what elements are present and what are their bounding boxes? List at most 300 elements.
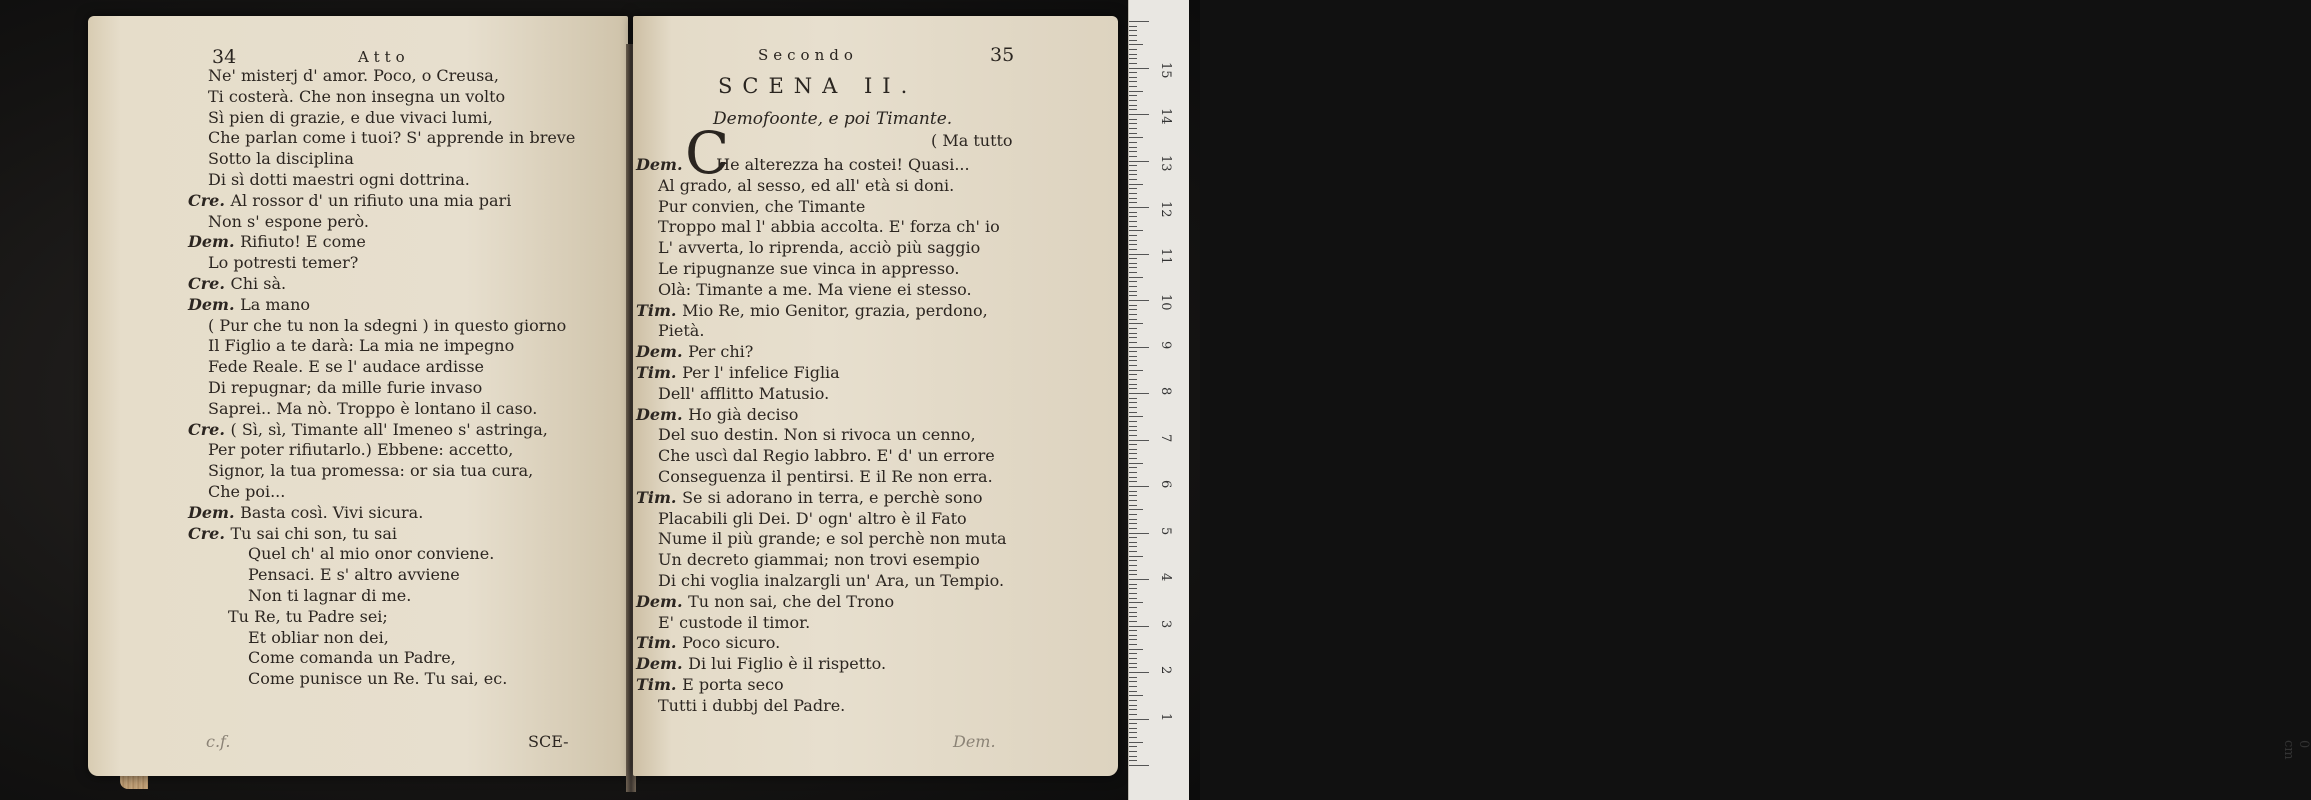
ruler-tick <box>1129 430 1137 431</box>
text-line <box>188 524 397 544</box>
ruler-tick <box>1129 500 1137 501</box>
speaker-label: Dem. <box>636 155 689 174</box>
ruler-tick <box>1129 649 1143 650</box>
ruler-tick <box>1129 663 1137 664</box>
speaker-label: Dem. <box>188 294 241 314</box>
ruler-tick <box>1129 746 1137 747</box>
ruler-tick <box>1129 95 1137 96</box>
line-text: Chi sà. <box>230 274 287 293</box>
speaker-label: Tim. <box>636 300 683 320</box>
line-text: Ho già deciso <box>688 404 799 424</box>
ruler-tick <box>1129 672 1149 673</box>
text-line <box>208 378 482 398</box>
ruler-tick <box>1129 416 1143 417</box>
ruler-number: 12 <box>1158 201 1173 218</box>
ruler-tick <box>1129 54 1137 55</box>
ruler-tick <box>1129 151 1137 152</box>
ruler-tick <box>1129 723 1137 724</box>
text-line <box>636 488 983 508</box>
ruler-tick <box>1129 30 1137 31</box>
text-line <box>208 253 358 273</box>
scene-characters: Demofoonte, e poi Timante. <box>713 109 953 129</box>
ruler-tick <box>1129 514 1137 515</box>
ruler-tick <box>1129 426 1137 427</box>
text-line <box>658 550 980 570</box>
text-line <box>248 628 389 648</box>
ruler-tick <box>1129 323 1143 324</box>
stage-note: ( Ma tutto <box>931 131 1013 150</box>
line-text: Rifiuto! E come <box>240 232 366 252</box>
ruler-tick <box>1129 77 1137 78</box>
left-page <box>88 16 628 776</box>
ruler-tick <box>1129 584 1137 585</box>
ruler-number: 10 <box>1158 294 1173 311</box>
ruler-tick <box>1129 570 1137 571</box>
text-line <box>188 232 366 252</box>
ruler-tick <box>1129 677 1137 678</box>
ruler-tick <box>1129 756 1137 757</box>
ruler-tick <box>1129 546 1137 547</box>
ruler-tick <box>1129 412 1137 413</box>
ruler-tick <box>1129 161 1149 162</box>
text-line <box>208 440 513 460</box>
text-line <box>636 675 784 695</box>
ruler-tick <box>1129 472 1137 473</box>
ruler-tick <box>1129 174 1137 175</box>
line-text: Per l' infelice Figlia <box>682 363 840 382</box>
ruler-tick <box>1129 35 1137 36</box>
ruler-tick <box>1129 230 1143 231</box>
line-text: Pur convien, che Timante <box>658 196 866 216</box>
text-line <box>658 571 1004 591</box>
ruler-tick <box>1129 560 1137 561</box>
ruler-tick <box>1129 347 1149 348</box>
ruler-tick <box>1129 616 1137 617</box>
text-line <box>248 544 494 564</box>
ruler-tick <box>1129 519 1137 520</box>
ruler-tick <box>1129 732 1137 733</box>
ruler-tick <box>1129 365 1137 366</box>
speaker-label: Tim. <box>636 487 683 507</box>
ruler-tick <box>1129 305 1137 306</box>
ruler-tick <box>1129 249 1137 250</box>
text-line <box>658 238 980 258</box>
ruler-tick <box>1129 337 1137 338</box>
line-text: Placabili gli Dei. D' ogn' altro è il Fato <box>658 508 967 528</box>
speaker-label: Cre. <box>188 274 231 293</box>
ruler-tick <box>1129 258 1137 259</box>
text-line <box>636 342 753 362</box>
line-text: L' avverta, lo riprenda, acciò più saggio <box>658 238 981 258</box>
ruler-tick <box>1129 588 1137 589</box>
line-text: Saprei.. Ma nò. Troppo è lontano il caso. <box>208 398 538 418</box>
ruler-tick <box>1129 639 1137 640</box>
ruler-tick <box>1129 267 1137 268</box>
line-text: Mio Re, mio Genitor, grazia, perdono, <box>682 300 988 320</box>
text-line <box>228 607 388 627</box>
ruler-tick <box>1129 170 1137 171</box>
speaker-label: Tim. <box>636 363 683 382</box>
ruler-tick <box>1129 695 1143 696</box>
line-text: Tu non sai, che del Trono <box>688 591 895 611</box>
text-line <box>658 425 976 445</box>
ruler-tick <box>1129 356 1137 357</box>
ruler-tick <box>1129 156 1137 157</box>
text-line <box>208 461 533 481</box>
right-running-head: Secondo <box>758 46 858 64</box>
ruler-tick <box>1129 728 1137 729</box>
left-faint-mark: c.f. <box>206 732 231 751</box>
ruler-tick <box>1129 212 1137 213</box>
text-line <box>248 648 456 668</box>
ruler-tick <box>1129 184 1143 185</box>
ruler-tick <box>1129 179 1137 180</box>
right-page <box>633 16 1118 776</box>
text-line <box>658 446 995 466</box>
text-line <box>188 503 423 523</box>
ruler-tick <box>1129 598 1137 599</box>
ruler-tick <box>1129 458 1137 459</box>
ruler-tick <box>1129 254 1149 255</box>
ruler-tick <box>1129 100 1137 101</box>
ruler-tick <box>1129 370 1143 371</box>
text-line <box>658 280 972 300</box>
ruler-tick <box>1129 165 1137 166</box>
ruler-tick <box>1129 91 1143 92</box>
speaker-label: Dem. <box>636 591 689 611</box>
line-text: Di chi voglia inalzargli un' Ara, un Tempio. <box>658 571 1005 590</box>
open-book <box>58 16 1078 786</box>
line-text: Di lui Figlio è il rispetto. <box>688 654 887 674</box>
ruler-tick <box>1129 21 1149 22</box>
ruler-tick <box>1129 705 1137 706</box>
ruler-tick <box>1129 295 1137 296</box>
scene-title: SCENA II. <box>718 74 918 98</box>
ruler-tick <box>1129 435 1137 436</box>
text-line <box>658 321 704 341</box>
ruler-tick <box>1129 72 1137 73</box>
text-line <box>636 405 798 425</box>
ruler-tick <box>1129 374 1137 375</box>
line-text: He alterezza ha costei! Quasi... <box>716 155 970 174</box>
line-text: Sì pien di grazie, e due vivaci lumi, <box>208 107 493 127</box>
speaker-label: Tim. <box>636 633 683 653</box>
line-text: Tu sai chi son, tu sai <box>230 523 397 543</box>
ruler-number: 9 <box>1158 340 1173 349</box>
text-line <box>188 295 310 315</box>
ruler-tick <box>1129 700 1137 701</box>
text-line <box>248 565 460 585</box>
ruler-tick <box>1129 240 1137 241</box>
ruler-number: 7 <box>1158 433 1173 442</box>
ruler-tick <box>1129 291 1137 292</box>
text-line <box>658 696 845 716</box>
ruler-tick <box>1129 63 1137 64</box>
speaker-label: Cre. <box>188 190 231 210</box>
ruler-tick <box>1129 351 1137 352</box>
ruler-tick <box>1129 681 1137 682</box>
line-text: Non s' espone però. <box>208 211 369 231</box>
ruler-tick <box>1129 328 1137 329</box>
ruler-tick <box>1129 593 1137 594</box>
ruler-tick <box>1129 486 1149 487</box>
speaker-label: Cre. <box>188 419 231 439</box>
speaker-label: Tim. <box>636 675 683 694</box>
ruler-tick <box>1129 760 1137 761</box>
ruler-tick <box>1129 221 1137 222</box>
ruler-tick <box>1129 114 1149 115</box>
ruler-tick <box>1129 49 1137 50</box>
line-text: Basta così. Vivi sicura. <box>240 502 424 522</box>
line-text: Per chi? <box>688 342 754 362</box>
ruler-tick <box>1129 612 1137 613</box>
ruler-tick <box>1129 300 1149 301</box>
line-text: Sotto la disciplina <box>208 149 354 169</box>
ruler-tick <box>1129 737 1137 738</box>
text-line <box>208 108 493 128</box>
ruler-tick <box>1129 398 1137 399</box>
text-line <box>658 613 810 633</box>
text-line <box>636 592 894 612</box>
ruler-tick <box>1129 765 1149 766</box>
speaker-label: Dem. <box>636 404 689 424</box>
text-line <box>208 482 285 502</box>
line-text: Olà: Timante a me. Ma viene ei stesso. <box>658 279 972 299</box>
ruler-tick <box>1129 658 1137 659</box>
ruler-tick <box>1129 379 1137 380</box>
line-text: Poco sicuro. <box>682 633 781 653</box>
ruler-tick <box>1129 653 1137 654</box>
ruler-tick <box>1129 123 1137 124</box>
text-line <box>658 176 954 196</box>
ruler-tick <box>1129 533 1149 534</box>
line-text: Ne' misterj d' amor. Poco, o Creusa, <box>208 66 499 85</box>
text-line <box>208 357 484 377</box>
line-text: Di repugnar; da mille furie invaso <box>208 378 483 397</box>
right-catchword: Dem. <box>953 732 996 751</box>
line-text: Pietà. <box>658 321 705 341</box>
text-line <box>636 654 886 674</box>
line-text: Del suo destin. Non si rivoca un cenno, <box>658 425 976 445</box>
line-text: Il Figlio a te darà: La mia ne impegno <box>208 336 515 356</box>
ruler-tick <box>1129 193 1137 194</box>
ruler-tick <box>1129 621 1137 622</box>
ruler-tick <box>1129 607 1137 608</box>
ruler-tick <box>1129 509 1143 510</box>
text-line <box>658 259 960 279</box>
ruler-tick <box>1129 281 1137 282</box>
speaker-label: Dem. <box>636 342 689 362</box>
ruler-tick <box>1129 630 1137 631</box>
line-text: Che parlan come i tuoi? S' apprende in breve <box>208 128 576 148</box>
ruler-number: 5 <box>1158 526 1173 535</box>
speaker-label: Dem. <box>188 502 241 522</box>
ruler-tick <box>1129 574 1137 575</box>
line-text: Come comanda un Padre, <box>248 648 456 668</box>
ruler-tick <box>1129 523 1137 524</box>
line-text: Tutti i dubbj del Padre. <box>658 695 846 715</box>
line-text: Nume il più grande; e sol perchè non muta <box>658 529 1007 549</box>
text-line <box>636 363 840 383</box>
ruler-tick <box>1129 128 1137 129</box>
line-text: Tu Re, tu Padre sei; <box>228 606 388 626</box>
ruler-tick <box>1129 202 1137 203</box>
text-line <box>188 274 286 294</box>
ruler-tick <box>1129 58 1137 59</box>
ruler-tick <box>1129 272 1137 273</box>
text-line <box>208 149 354 169</box>
ruler-number: 14 <box>1158 108 1173 125</box>
left-catchword: SCE- <box>528 732 569 751</box>
ruler-tick <box>1129 719 1149 720</box>
ruler-number: 1 <box>1158 712 1173 721</box>
ruler-tick <box>1129 235 1137 236</box>
line-text: Per poter rifiutarlo.) Ebbene: accetto, <box>208 440 514 460</box>
line-text: Dell' afflitto Matusio. <box>658 383 830 403</box>
ruler-tick <box>1129 491 1137 492</box>
line-text: Fede Reale. E se l' audace ardisse <box>208 357 485 377</box>
text-line <box>636 301 988 321</box>
text-line <box>208 399 537 419</box>
line-text: Che poi... <box>208 482 286 501</box>
line-text: Che uscì dal Regio labbro. E' d' un errore <box>658 446 995 466</box>
left-page-number: 34 <box>212 46 237 68</box>
line-text: La mano <box>240 294 311 314</box>
text-line <box>658 467 993 487</box>
ruler-tick <box>1129 309 1137 310</box>
ruler-tick <box>1129 26 1137 27</box>
ruler-tick <box>1129 314 1137 315</box>
ruler-tick <box>1129 147 1137 148</box>
ruler-tick <box>1129 444 1137 445</box>
ruler-tick <box>1129 263 1137 264</box>
ruler-tick <box>1129 505 1137 506</box>
ruler-tick <box>1129 463 1143 464</box>
line-text: Quel ch' al mio onor conviene. <box>248 544 495 564</box>
drop-cap: C <box>685 119 730 187</box>
ruler-tick <box>1129 333 1137 334</box>
line-text: Le ripugnanze sue vinca in appresso. <box>658 259 960 278</box>
line-text: ( Pur che tu non la sdegni ) in questo giorno <box>208 315 567 335</box>
ruler-tick <box>1129 556 1143 557</box>
line-text: Come punisce un Re. Tu sai, ec. <box>248 669 508 689</box>
ruler-tick <box>1129 342 1137 343</box>
speaker-label: Dem. <box>188 232 241 252</box>
text-line <box>658 197 865 217</box>
ruler-tick <box>1129 109 1137 110</box>
ruler-tick <box>1129 714 1137 715</box>
ruler-tick <box>1129 81 1137 82</box>
ruler-number: 3 <box>1158 619 1173 628</box>
line-text: Se si adorano in terra, e perchè sono <box>682 487 983 507</box>
ruler-tick <box>1129 133 1137 134</box>
text-line <box>248 669 507 689</box>
line-text: Un decreto giammai; non trovi esempio <box>658 550 980 570</box>
ruler-tick <box>1129 528 1137 529</box>
ruler-tick <box>1129 216 1137 217</box>
text-line <box>188 191 511 211</box>
ruler-tick <box>1129 751 1137 752</box>
ruler-number: 15 <box>1158 61 1173 79</box>
text-line <box>636 155 970 175</box>
ruler-tick <box>1129 44 1143 45</box>
ruler-tick <box>1129 226 1137 227</box>
ruler-tick <box>1129 709 1137 710</box>
ruler-tick <box>1129 477 1137 478</box>
ruler-tick <box>1129 686 1137 687</box>
ruler-tick <box>1129 105 1137 106</box>
ruler-tick <box>1129 667 1137 668</box>
ruler-tick <box>1129 542 1137 543</box>
ruler-tick <box>1129 440 1149 441</box>
ruler-tick <box>1129 467 1137 468</box>
ruler-tick <box>1129 449 1137 450</box>
text-line <box>208 212 369 232</box>
line-text: Lo potresti temer? <box>208 253 359 273</box>
line-text: Al grado, al sesso, ed all' età si doni. <box>658 175 955 195</box>
line-text: Al rossor d' un rifiuto una mia pari <box>230 190 512 210</box>
text-line <box>658 384 829 404</box>
ruler-tick <box>1129 551 1137 552</box>
line-text: Conseguenza il pentirsi. E il Re non erra. <box>658 467 993 486</box>
right-page-number: 35 <box>990 44 1015 66</box>
ruler-tick <box>1129 481 1137 482</box>
line-text: Ti costerà. Che non insegna un volto <box>208 86 506 106</box>
ruler-number: 4 <box>1158 573 1173 582</box>
ruler-tick <box>1129 407 1137 408</box>
text-line <box>208 316 566 336</box>
ruler-tick <box>1129 579 1149 580</box>
ruler-tick <box>1129 393 1149 394</box>
ruler-tick <box>1129 602 1143 603</box>
text-line <box>658 217 1000 237</box>
text-line <box>658 529 1007 549</box>
ruler-tick <box>1129 626 1149 627</box>
text-line <box>208 66 499 86</box>
text-line <box>208 87 505 107</box>
ruler-tick <box>1129 644 1137 645</box>
ruler-number: 13 <box>1158 154 1173 172</box>
text-line <box>208 170 470 190</box>
line-text: ( Sì, sì, Timante all' Imeneo s' astringa, <box>230 419 548 439</box>
ruler-tick <box>1129 188 1137 189</box>
text-line <box>188 420 548 440</box>
ruler-tick <box>1129 119 1137 120</box>
ruler-number: 11 <box>1158 247 1173 265</box>
ruler-tick <box>1129 207 1149 208</box>
ruler-tick <box>1129 86 1137 87</box>
ruler-tick <box>1129 277 1143 278</box>
ruler-number: 2 <box>1158 666 1173 675</box>
ruler-tick <box>1129 360 1137 361</box>
line-text: Et obliar non dei, <box>248 627 389 647</box>
ruler-tick <box>1129 40 1137 41</box>
ruler-tick <box>1129 402 1137 403</box>
ruler-tick <box>1129 142 1137 143</box>
line-text: Non ti lagnar di me. <box>248 586 412 605</box>
ruler-tick <box>1129 388 1137 389</box>
line-text: E' custode il timor. <box>658 612 811 632</box>
ruler-tick <box>1129 537 1137 538</box>
text-line <box>248 586 411 606</box>
ruler-tick <box>1129 453 1137 454</box>
left-running-head: Atto <box>358 48 410 66</box>
line-text: Di sì dotti maestri ogni dottrina. <box>208 170 470 189</box>
ruler-tick <box>1129 691 1137 692</box>
ruler-tick <box>1129 137 1143 138</box>
ruler-number: 8 <box>1158 387 1173 396</box>
text-line <box>208 128 575 148</box>
